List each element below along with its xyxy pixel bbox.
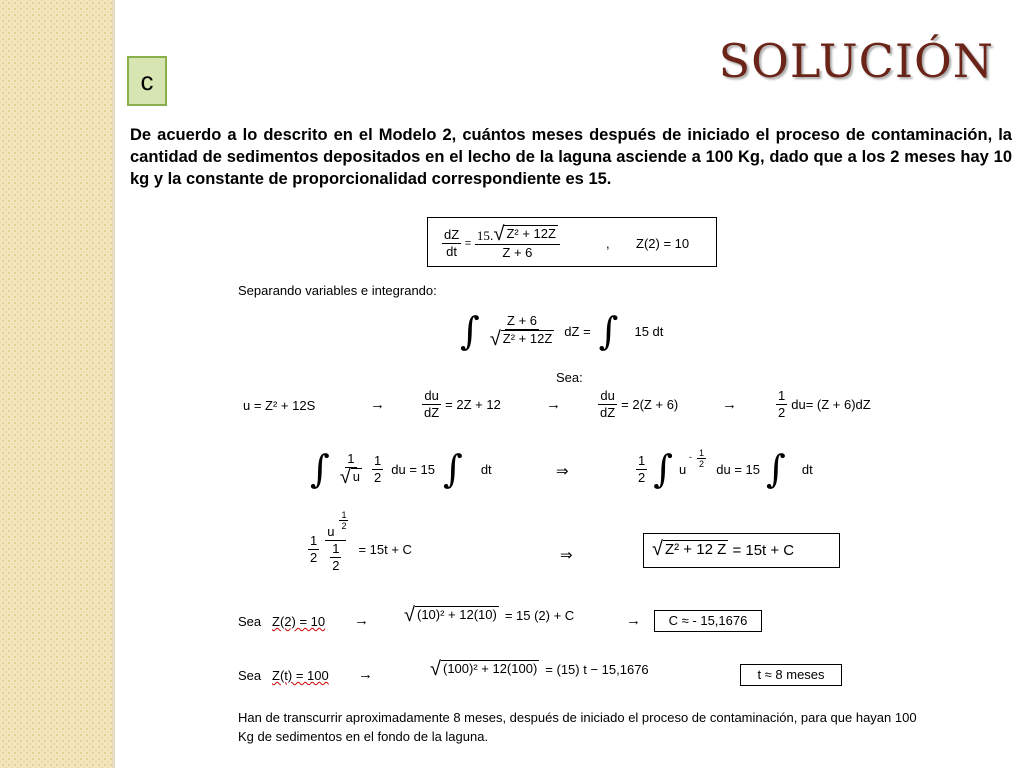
strip-edge (112, 0, 115, 768)
condition-z2: Z(2) = 10 (272, 614, 326, 629)
arrow: → (722, 396, 737, 413)
sea-zt-label: Sea (238, 668, 262, 683)
arrow: → (358, 666, 373, 683)
condition-zt: Z(t) = 100 (272, 668, 329, 683)
z2-substitution: √ (10)² + 12(10) = 15 (2) + C (404, 604, 575, 626)
arrow: → (626, 612, 641, 629)
ode-equation-box: $\frac{dZ}{dt}$ = 15. √ Z² + 12Z Z + 6 , Z(2) = 10 (427, 217, 717, 267)
decorative-texture-strip (0, 0, 112, 768)
integral-in-u-right: $\frac{1}{2}$ ∫ u - $\frac{1}{2}$ du = 15 ∫ dt (638, 447, 813, 491)
implies-arrow: ⇒ (556, 463, 569, 480)
time-result: t ≈ 8 meses (740, 664, 842, 686)
ode-lhs-fraction: $\frac{dZ}{dt}$ (444, 226, 460, 259)
arrow: → (354, 612, 369, 629)
implies-arrow: ⇒ (560, 547, 573, 564)
sea-label: Sea: (556, 370, 583, 385)
separating-label: Separando variables e integrando: (238, 283, 437, 298)
arrow: → (370, 396, 385, 413)
arrow: → (546, 396, 561, 413)
integrated-result: $\frac{1}{2}$ u $\frac{1}{2}$ $\frac{1}{2}$ = 15t + C (310, 510, 412, 573)
half-du-equation: $\frac{1}{2}$ du= (Z + 6)dZ (778, 388, 871, 420)
ode-initial-condition: Z(2) = 10 (636, 236, 690, 251)
conclusion-text: Han de transcurrir aproximadamente 8 meses, después de iniciado el proceso de contaminación, para que hayan 100 Kg de sedimentos en el fondo de la laguna. (238, 710, 917, 744)
integral-sign: ∫ (598, 309, 619, 353)
sea-z2-label: Sea (238, 614, 262, 629)
integral-sign: ∫ (460, 309, 480, 353)
zt-substitution: √ (100)² + 12(100) = (15) t − 15,1676 (430, 658, 649, 680)
slide-title: SOLUCIÓN (718, 34, 994, 88)
u-definition: u = Z² + 12S (243, 398, 316, 413)
boxed-result: √ Z² + 12 Z = 15t + C (643, 533, 840, 568)
problem-statement: De acuerdo a lo descrito en el Modelo 2, cuántos meses después de iniciado el proceso de contaminación, la cantidad de sedimentos depositados en el lecho de la laguna asciende a 100 Kg, dado que a los 2 meses hay 10 kg y la constante de proporcionalidad correspondiente es 15. (130, 126, 1012, 188)
du-dz-2: $\frac{du}{dZ}$ = 2(Z + 6) (600, 388, 679, 420)
ode-rhs-fraction: 15. √ Z² + 12Z Z + 6 (475, 225, 560, 261)
du-dz-1: $\frac{du}{dZ}$ = 2Z + 12 (424, 388, 501, 420)
integral-equation: ∫ Z + 6 √ Z² + 12Z dZ = ∫ 15 dt (460, 309, 664, 353)
constant-c-result: C ≈ - 15,1676 (654, 610, 762, 632)
integral-in-u-left: ∫ 1 √ u $\frac{1}{2}$ du = 15 ∫ dt (310, 447, 492, 491)
section-letter-badge: c (127, 56, 167, 106)
